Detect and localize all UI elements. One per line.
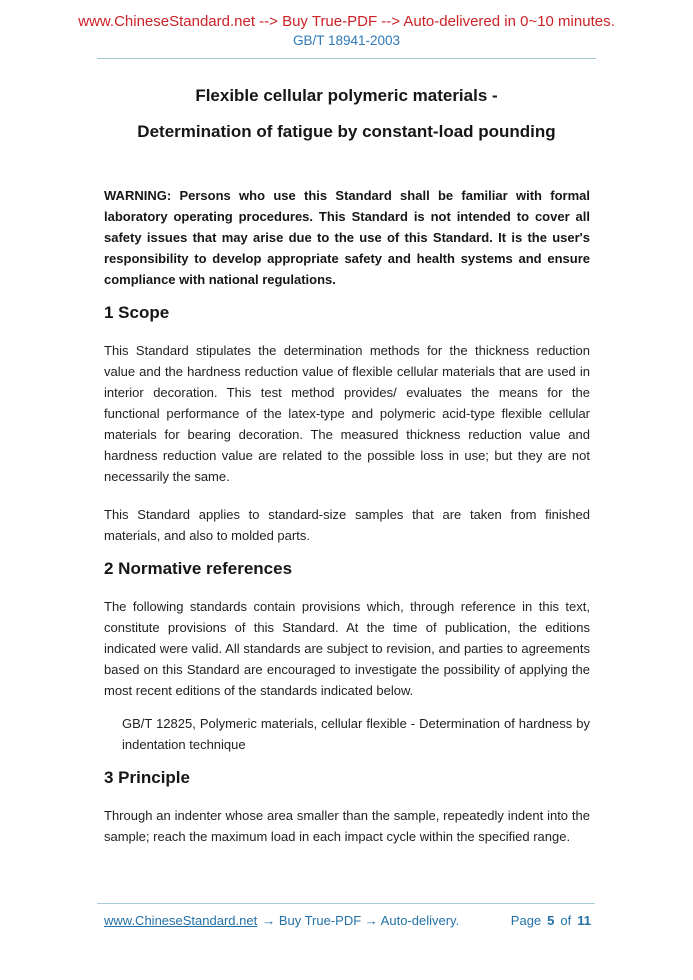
of-label: of bbox=[560, 913, 572, 928]
scope-paragraph-2: This Standard applies to standard-size samples that are taken from finished materials, and also to molded parts. bbox=[104, 507, 590, 543]
footer-promo bbox=[104, 913, 459, 929]
footer-tagline: → Buy True-PDF → Auto-delivery. bbox=[262, 913, 460, 928]
page-current: 5 bbox=[547, 913, 555, 928]
document-title-line-2: Determination of fatigue by constant-load pounding bbox=[137, 122, 556, 141]
standard-number: GB/T 18941-2003 bbox=[292, 33, 401, 48]
principle-paragraph: Through an indenter whose area smaller than the sample, repeatedly indent into the sample; reach the maximum load in each impact cycle within the specified range. bbox=[104, 808, 590, 844]
page-footer bbox=[97, 903, 595, 929]
section-heading-principle: 3 Principle bbox=[104, 768, 190, 787]
document-title-line-1: Flexible cellular polymeric materials - bbox=[195, 86, 498, 105]
page-number-indicator bbox=[511, 913, 591, 929]
normative-references-paragraph: The following standards contain provisions which, through reference in this text, constitute provisions of this Standard. At the time of publication, the editions indicated were valid. All standards are subject to revision, and parties to agreements based on this Standard are encouraged to investigate the possibility of applying the most recent editions of the standards indicated below. bbox=[104, 599, 590, 698]
section-heading-normative-references: 2 Normative references bbox=[104, 559, 293, 578]
page-label: Page bbox=[510, 913, 542, 928]
warning-paragraph: WARNING: Persons who use this Standard shall be familiar with formal laboratory operating procedures. This Standard is not intended to cover all safety issues that may arise due to the use of this Standard. It is the user's responsibility to develop appropriate safety and health systems and ensure compliance with national regulations. bbox=[104, 188, 590, 287]
footer-site-link[interactable]: www.ChineseStandard.net bbox=[104, 913, 258, 928]
promo-banner: www.ChineseStandard.net --> Buy True-PDF --> Auto-delivered in 0~10 minutes. bbox=[78, 13, 615, 30]
referenced-standard-item: GB/T 12825, Polymeric materials, cellular flexible - Determination of hardness by indentation technique bbox=[122, 716, 590, 752]
document-body bbox=[104, 185, 590, 847]
scope-paragraph-1: This Standard stipulates the determination methods for the thickness reduction value and the hardness reduction value of flexible cellular materials that are used in interior decoration. This test method provides/ evaluates the means for the functional performance of the latex-type and polymeric acid-type flexible cellular materials for bearing decoration. The measured thickness reduction value and hardness reduction value are related to the possible loss in use; but they are not necessarily the same. bbox=[104, 343, 590, 484]
header-divider bbox=[97, 58, 596, 59]
page-total: 11 bbox=[577, 913, 591, 928]
section-heading-scope: 1 Scope bbox=[104, 303, 170, 322]
